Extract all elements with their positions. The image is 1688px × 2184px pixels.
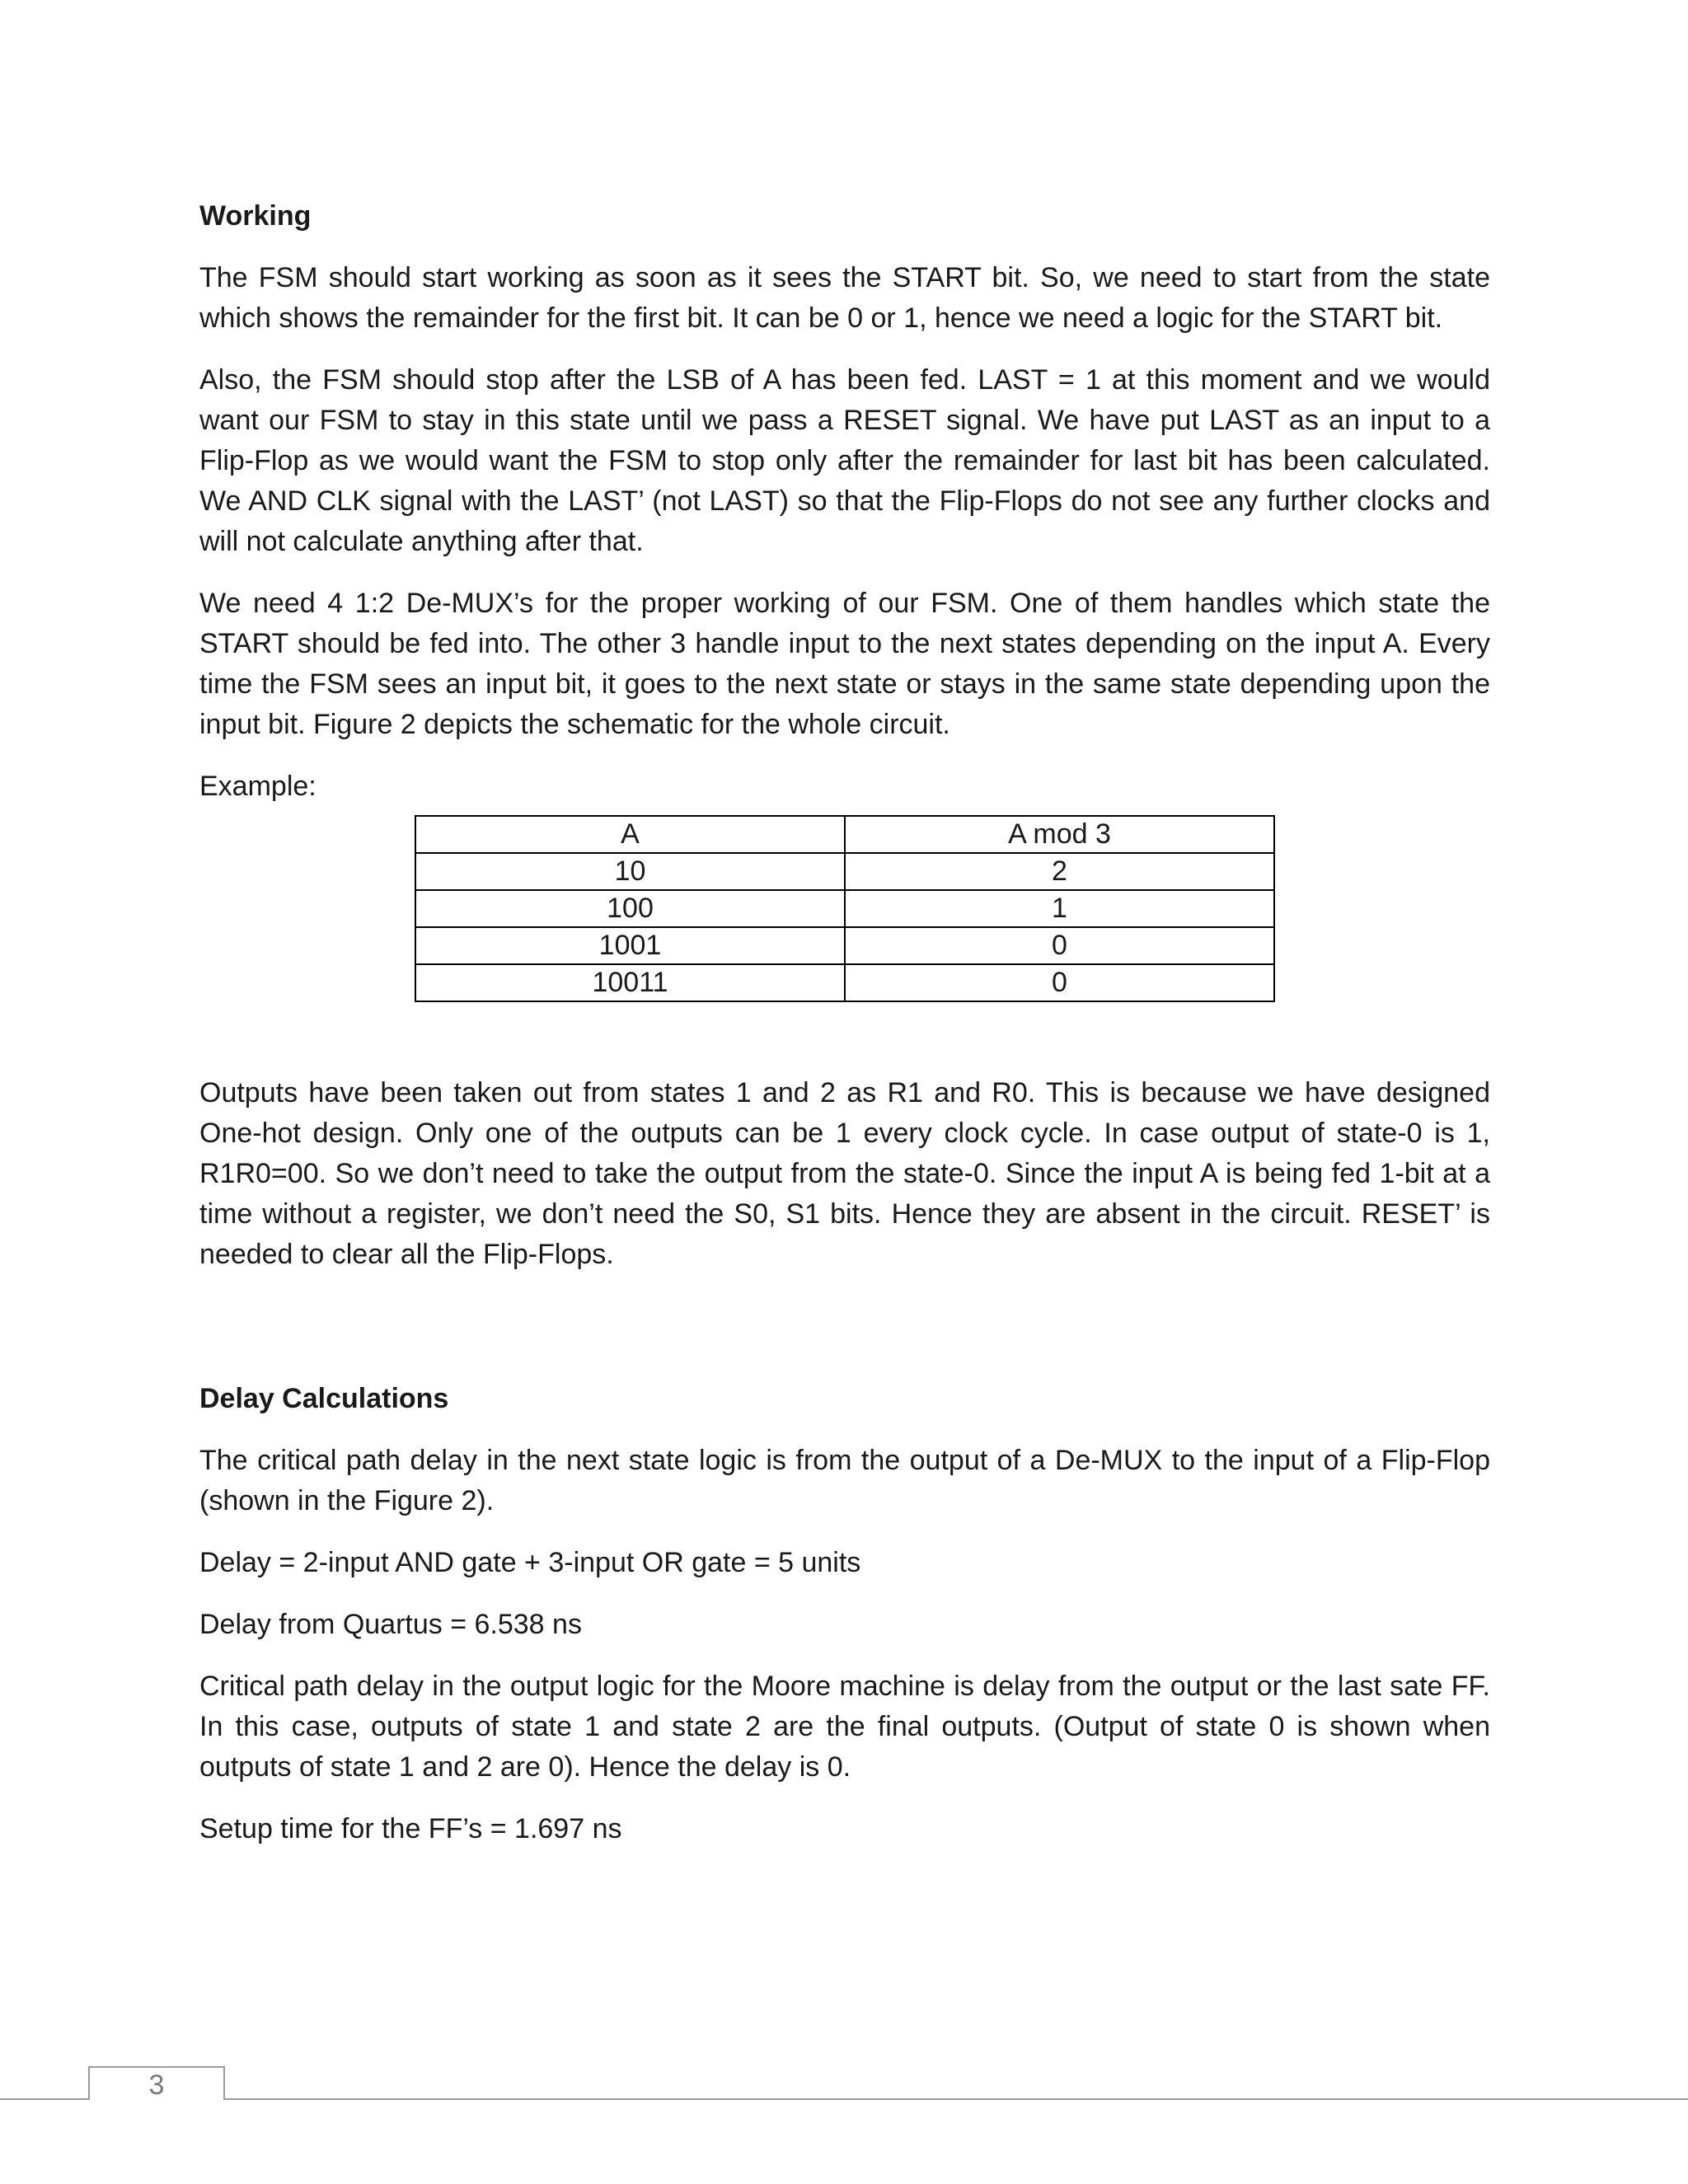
table-header-a-mod-3: A mod 3 (845, 816, 1274, 853)
table-row (415, 927, 1274, 964)
delay-paragraph-4: Critical path delay in the output logic for the Moore machine is delay from the output or the last sate FF. In this case, outputs of state 1 and state 2 are the final outputs. (Output of state 0 is shown when outputs of state 1 and 2 are 0). Hence the delay is 0. (199, 1671, 1490, 1783)
delay-paragraph-1: The critical path delay in the next state logic is from the output of a De-MUX to the input of a Flip-Flop (shown in the Figure 2). (199, 1445, 1490, 1516)
delay-paragraph-3: Delay from Quartus = 6.538 ns (199, 1609, 582, 1640)
table-cell-a: 100 (415, 890, 845, 927)
table-cell-mod: 1 (845, 890, 1274, 927)
table-row (415, 964, 1274, 1001)
working-paragraph-3: We need 4 1:2 De-MUX’s for the proper working of our FSM. One of them handles which state the START should be fed into. The other 3 handle input to the next states depending on the input A. Every time the FSM sees an input bit, it goes to the next state or stays in the same state depending upon the input bit. Figure 2 depicts the schematic for the whole circuit. (199, 588, 1490, 740)
example-table (415, 815, 1275, 1002)
working-paragraph-2: Also, the FSM should stop after the LSB of A has been fed. LAST = 1 at this moment and we would want our FSM to stay in this state until we pass a RESET signal. We have put LAST as an input to a Flip-Flop as we would want the FSM to stop only after the remainder for last bit has been calculated. We AND CLK signal with the LAST’ (not LAST) so that the Flip-Flops do not see any further clocks and will not calculate anything after that. (199, 364, 1490, 557)
table-cell-a: 10011 (415, 964, 845, 1001)
working-paragraph-1: The FSM should start working as soon as it sees the START bit. So, we need to start from the state which shows the remainder for the first bit. It can be 0 or 1, hence we need a logic for the START bit. (199, 262, 1490, 334)
table-cell-mod: 0 (845, 927, 1274, 964)
table-row (415, 853, 1274, 890)
example-label: Example: (199, 771, 316, 802)
table-row (415, 890, 1274, 927)
delay-heading: Delay Calculations (199, 1383, 449, 1414)
table-header-a: A (415, 816, 845, 853)
delay-paragraph-2: Delay = 2-input AND gate + 3-input OR gate = 5 units (199, 1547, 861, 1578)
table-cell-mod: 2 (845, 853, 1274, 890)
table-cell-mod: 0 (845, 964, 1274, 1001)
working-paragraph-4: Outputs have been taken out from states 1 and 2 as R1 and R0. This is because we have designed One-hot design. Only one of the outputs can be 1 every clock cycle. In case output of state-0 is 1, R1R0=00. So we don’t need to take the output from the state-0. Since the input A is being fed 1-bit at a time without a register, we don’t need the S0, S1 bits. Hence they are absent in the circuit. RESET’ is needed to clear all the Flip-Flops. (199, 1077, 1490, 1270)
page-number: 3 (148, 2069, 165, 2101)
table-header-row (415, 816, 1274, 853)
page-content (199, 196, 1490, 1871)
spacer (199, 1002, 1490, 1073)
table-cell-a: 10 (415, 853, 845, 890)
table-cell-a: 1001 (415, 927, 845, 964)
working-heading: Working (199, 200, 312, 232)
spacer (199, 1296, 1490, 1379)
delay-paragraph-5: Setup time for the FF’s = 1.697 ns (199, 1813, 622, 1844)
